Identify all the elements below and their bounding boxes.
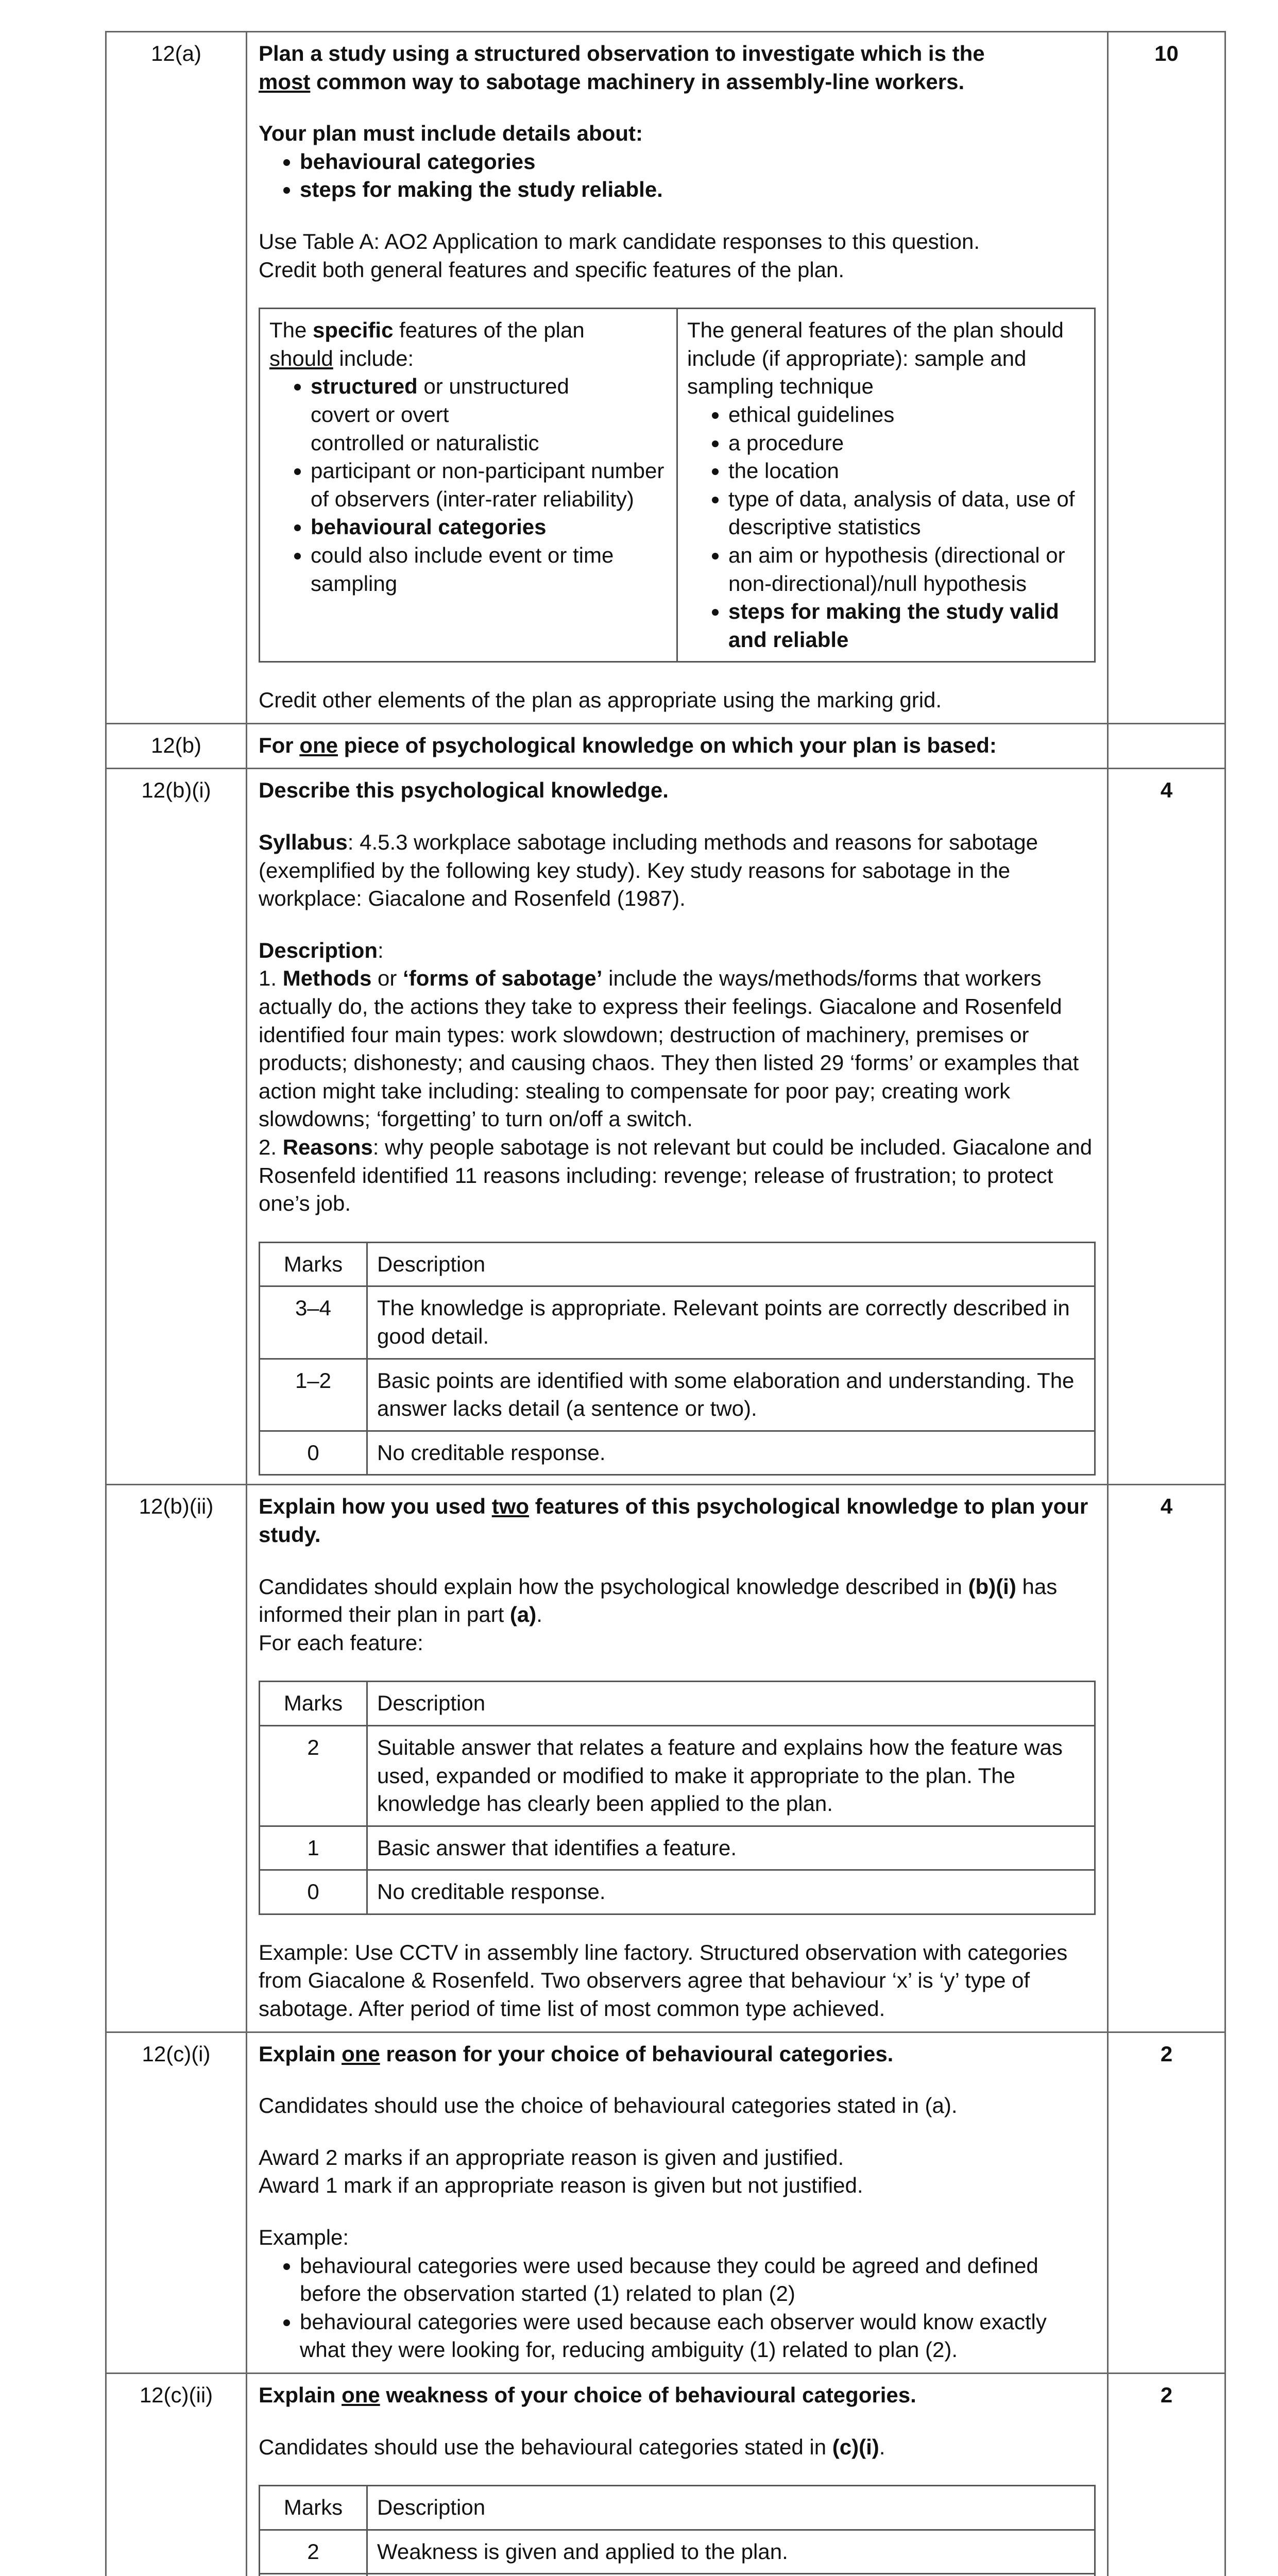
plan-requirements-list [259, 148, 1096, 204]
table-row [260, 2574, 1095, 2576]
list-item: • could also include event or time sampling [311, 541, 667, 598]
list-item: • type of data, analysis of data, use of descriptive statistics [728, 485, 1085, 541]
answer-cell [247, 2032, 1108, 2373]
list-item: • ethical guidelines [728, 401, 1085, 429]
question-text: For one piece of psychological knowledge on which your plan is based: [259, 733, 997, 757]
row-12bii [106, 1485, 1225, 2032]
list-item: • behavioural categories were used because they could be agreed and defined before the observation started (1) related to plan (2) [300, 2252, 1096, 2308]
row-12b [106, 723, 1225, 769]
row-12ci [106, 2032, 1225, 2373]
table-row: 3–4 The knowledge is appropriate. Relevant points are correctly described in good detail. [260, 1286, 1095, 1359]
mark-scheme-page [105, 31, 1177, 2576]
candidate-guidance: Candidates should explain how the psychological knowledge described in (b)(i) has informed their plan in part (a). For each feature: [259, 1574, 1058, 1655]
list-item: • a procedure [728, 429, 1085, 457]
description-block: Description: [259, 938, 384, 962]
table-row: 0 No creditable response. [260, 1431, 1095, 1475]
list-item: • structured or unstructured covert or overt controlled or naturalistic [311, 372, 667, 457]
list-item: • the location [728, 457, 1085, 485]
plan-intro: Your plan must include details about: [259, 121, 643, 146]
description-methods: 1. Methods or ‘forms of sabotage’ include the ways/methods/forms that workers actually do, the actions they take to express their feelings. Giacalone and Rosenfeld identified four main types: work slowdown; destruction of machinery, premises or products; dishonesty; and causing chaos. They then listed 29 ‘forms’ or examples that action might take including: stealing to compensate for poor pay; creating work slowdowns; ‘forgetting’ to turn on/off a switch. [259, 966, 1079, 1131]
table-row: 2 Suitable answer that relates a feature and explains how the feature was used, expanded or modified to make it appropriate to the plan. The knowledge has clearly been applied to the plan. [260, 1725, 1095, 1826]
question-text: Describe this psychological knowledge. [259, 778, 669, 803]
table-row: Marks Description [260, 1242, 1095, 1286]
answer-cell [247, 723, 1108, 769]
marks-cell: 2 [1108, 2032, 1225, 2373]
candidate-guidance: Candidates should use the behavioural categories stated in (c)(i). [259, 2434, 885, 2459]
syllabus-text: Syllabus: 4.5.3 workplace sabotage including methods and reasons for sabotage (exemplified by the following key study). Key study reasons for sabotage in the workplace: Giacalone and Rosenfeld (1987). [259, 830, 1038, 911]
table-row: 2 Weakness is given and applied to the plan. [260, 2530, 1095, 2574]
general-features-cell: The general features of the plan should include (if appropriate): sample and sampling technique • ethical guidelines • a procedure • the location • type of data, analysis of data, use of descriptive statistics • an aim or hypothesis (directional or non-directional)/null hypothesis • steps for making the study valid and reliable [677, 309, 1095, 662]
mark-scheme-table [105, 31, 1226, 2576]
question-text: Plan a study using a structured observation to investigate which is the most common way to sabotage machinery in assembly-line workers. [259, 41, 985, 94]
table-row: 0 No creditable response. [260, 1870, 1095, 1914]
example-text: Example: Use CCTV in assembly line factory. Structured observation with categories from Giacalone & Rosenfeld. Two observers agree that behaviour ‘x’ is ‘y’ type of sabotage. After period of time list of most common type achieved. [259, 1940, 1068, 2021]
candidate-guidance: Candidates should use the choice of behavioural categories stated in (a). [259, 2093, 958, 2118]
marks-cell [1108, 723, 1225, 769]
marking-grid [259, 1242, 1096, 1476]
row-12a [106, 32, 1225, 724]
table-row: 1 Basic answer that identifies a feature. [260, 1826, 1095, 1870]
answer-cell [247, 32, 1108, 724]
answer-cell [247, 1485, 1108, 2032]
plan-features-table [259, 308, 1096, 663]
marking-grid [259, 1681, 1096, 1915]
question-number: 12(b)(i) [106, 769, 247, 1485]
specific-features-cell: The specific features of the plan should include: • structured or unstructured covert or overt controlled or naturalistic • participant or non-participant number of observers (inter-rater reliability) • behavioural categories • could also include event or time sampling [260, 309, 677, 662]
table-row: Marks Description [260, 1682, 1095, 1726]
list-item: • an aim or hypothesis (directional or non-directional)/null hypothesis [728, 541, 1085, 598]
question-number: 12(c)(ii) [106, 2374, 247, 2576]
table-row: Marks Description [260, 2486, 1095, 2530]
marks-cell: 4 [1108, 769, 1225, 1485]
question-number: 12(c)(i) [106, 2032, 247, 2373]
award-guidance: Award 2 marks if an appropriate reason is given and justified. Award 1 mark if an appropriate reason is given but not justified. [259, 2145, 863, 2198]
marking-grid [259, 2485, 1096, 2576]
credit-note: Credit other elements of the plan as appropriate using the marking grid. [259, 688, 942, 713]
example-label: Example: [259, 2225, 349, 2250]
question-number: 12(a) [106, 32, 247, 724]
answer-cell [247, 769, 1108, 1485]
table-a-note: Use Table A: AO2 Application to mark candidate responses to this question. Credit both general features and specific features of the plan. [259, 229, 980, 282]
list-item: • behavioural categories [300, 148, 1096, 176]
question-number: 12(b) [106, 723, 247, 769]
description-reasons: 2. Reasons: why people sabotage is not relevant but could be included. Giacalone and Rosenfeld identified 11 reasons including: revenge; release of frustration; to protect one’s job. [259, 1135, 1093, 1216]
list-item: • participant or non-participant number of observers (inter-rater reliability) [311, 457, 667, 513]
general-features-list [687, 401, 1085, 654]
marks-cell: 4 [1108, 1485, 1225, 2032]
question-text: Explain one reason for your choice of behavioural categories. [259, 2041, 894, 2066]
example-list [259, 2252, 1096, 2364]
marks-cell: 2 [1108, 2374, 1225, 2576]
list-item: • steps for making the study valid and reliable [728, 598, 1085, 654]
table-row: 1–2 Basic points are identified with some elaboration and understanding. The answer lacks detail (a sentence or two). [260, 1359, 1095, 1431]
specific-features-list [269, 372, 667, 598]
list-item: • behavioural categories [311, 513, 667, 541]
question-text: Explain how you used two features of this psychological knowledge to plan your study. [259, 1494, 1088, 1547]
marks-cell: 10 [1108, 32, 1225, 724]
list-item: • behavioural categories were used because each observer would know exactly what they were looking for, reducing ambiguity (1) related to plan (2). [300, 2308, 1096, 2364]
row-12bi [106, 769, 1225, 1485]
question-number: 12(b)(ii) [106, 1485, 247, 2032]
list-item: • steps for making the study reliable. [300, 176, 1096, 204]
question-text: Explain one weakness of your choice of behavioural categories. [259, 2383, 916, 2407]
answer-cell [247, 2374, 1108, 2576]
row-12cii [106, 2374, 1225, 2576]
